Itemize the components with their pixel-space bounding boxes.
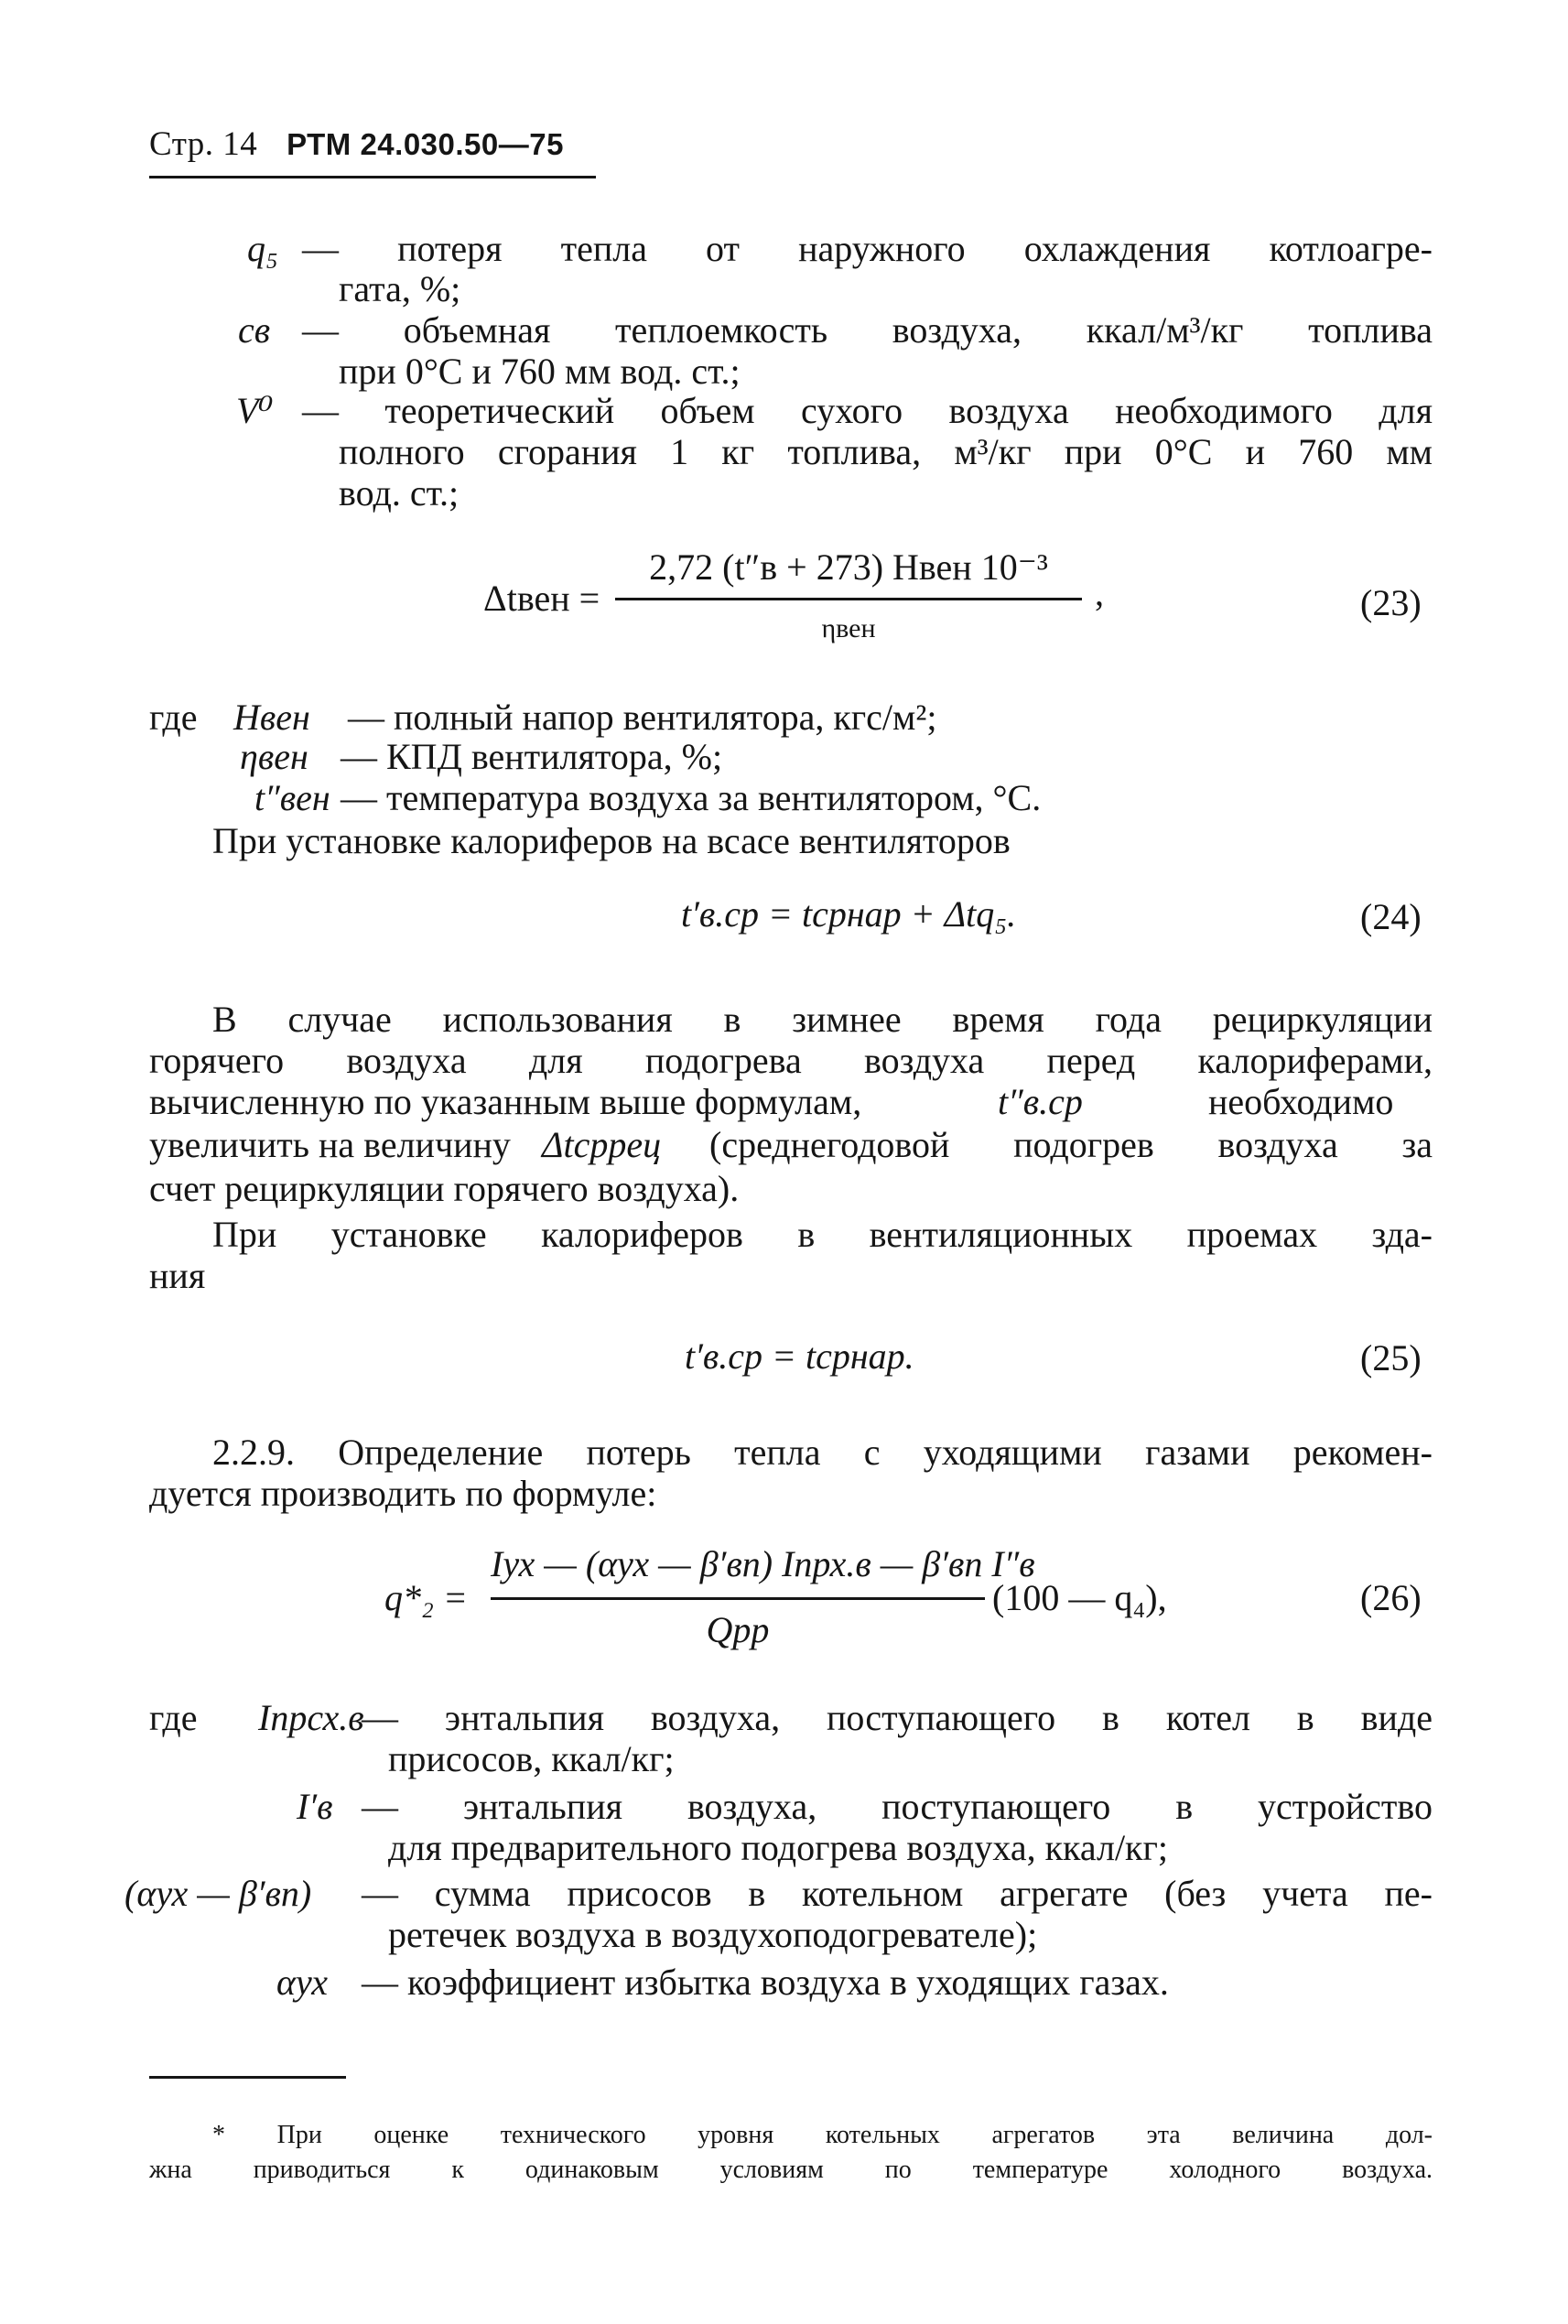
inline-symbol-tvsr: t″в.ср bbox=[998, 1081, 1083, 1122]
paragraph-2-2-9-line2: дуется производить по формуле: bbox=[149, 1473, 657, 1514]
def-text-tven: — температура воздуха за вентилятором, °С. bbox=[341, 777, 1042, 818]
def-text-v0-line3: вод. ст.; bbox=[339, 472, 460, 513]
eq23-number: (23) bbox=[1360, 582, 1422, 623]
paragraph-recirculation-line2: горячего воздуха для подогрева воздуха перед калориферами, bbox=[149, 1040, 1433, 1081]
eq26-numerator: Iух — (αух — β′вп) Iпрх.в — β′вп I″в bbox=[491, 1543, 1035, 1584]
doc-code: РТМ 24.030.50—75 bbox=[287, 127, 564, 161]
def-text-q5-line1: — потеря тепла от наружного охлаждения котлоагре- bbox=[302, 228, 1433, 269]
eq23-denominator: ηвен bbox=[821, 613, 876, 643]
def-text-cv-line1: — объемная теплоемкость воздуха, ккал/м³/кг топлива bbox=[302, 309, 1433, 351]
paragraph-recirculation-line4a: увеличить на величину bbox=[149, 1124, 511, 1165]
paragraph-2-2-9-line1: 2.2.9. Определение потерь тепла с уходящими газами рекомен- bbox=[212, 1432, 1433, 1473]
paragraph-recirculation-line3a: вычисленную по указанным выше формулам, bbox=[149, 1081, 862, 1122]
eq23-lhs: Δtвен = bbox=[483, 578, 600, 619]
footnote-line2: жна приводиться к одинаковым условиям по температуре холодного воздуха. bbox=[149, 2156, 1433, 2184]
def-symbol-q5: q₅ bbox=[247, 228, 278, 269]
def-symbol-tven: t″вен bbox=[254, 777, 330, 818]
inline-symbol-dtrec: Δtсррец bbox=[542, 1124, 662, 1165]
header-rule bbox=[149, 176, 596, 178]
def-text-iv-line2: для предварительного подогрева воздуха, ккал/кг; bbox=[388, 1827, 1169, 1868]
paragraph-recirculation-line3c: необходимо bbox=[1208, 1081, 1394, 1122]
eq24-number: (24) bbox=[1360, 896, 1422, 937]
def-symbol-iv: I′в bbox=[297, 1786, 333, 1827]
def-text-leakage-line1: — сумма присосов в котельном агрегате (без учета пе- bbox=[362, 1873, 1433, 1914]
def-text-leakage-line2: ретечек воздуха в воздухоподогревателе); bbox=[388, 1914, 1038, 1955]
def-text-v0-line2: полного сгорания 1 кг топлива, м³/кг при 0°С и 760 мм bbox=[339, 431, 1433, 472]
def-text-hven: — полный напор вентилятора, кгс/м²; bbox=[348, 697, 937, 738]
paragraph-recirculation-line1: В случае использования в зимнее время года рециркуляции bbox=[212, 999, 1433, 1040]
def-symbol-hven: Hвен bbox=[233, 697, 310, 738]
def-symbol-etaven: ηвен bbox=[240, 736, 308, 777]
eq26-fraction-line bbox=[491, 1597, 985, 1600]
def-text-cv-line2: при 0°С и 760 мм вод. ст.; bbox=[339, 351, 741, 392]
eq23-fraction-line bbox=[615, 598, 1082, 600]
footnote-rule bbox=[149, 2076, 346, 2079]
def-symbol-v0: V⁰ bbox=[236, 390, 274, 431]
paragraph-recirculation-line4c: (среднегодовой подогрев воздуха за bbox=[709, 1124, 1433, 1165]
paragraph-recirculation-line5: счет рециркуляции горячего воздуха). bbox=[149, 1168, 740, 1209]
eq26-lhs: q*₂ = bbox=[384, 1577, 468, 1618]
def-text-iprs-line1: — энтальпия воздуха, поступающего в котел в виде bbox=[362, 1697, 1433, 1738]
def-symbol-leakage-sum: (αух — β′вп) bbox=[124, 1873, 312, 1914]
paragraph-openings-line2: ния bbox=[149, 1255, 206, 1296]
eq26-number: (26) bbox=[1360, 1577, 1422, 1618]
paragraph-openings-line1: При установке калориферов в вентиляционных проемах зда- bbox=[212, 1214, 1433, 1255]
where-label-1: где bbox=[149, 697, 198, 738]
eq26-tail: (100 — q₄), bbox=[992, 1577, 1167, 1618]
def-text-q5-line2: гата, %; bbox=[339, 268, 461, 309]
eq24-formula: t′в.ср = tсрнар + Δtq₅. bbox=[681, 893, 1017, 935]
def-text-iv-line1: — энтальпия воздуха, поступающего в устройство bbox=[362, 1786, 1433, 1827]
paragraph-intake: При установке калориферов на всасе вентиляторов bbox=[212, 820, 1011, 861]
eq25-formula: t′в.ср = tсрнар. bbox=[685, 1335, 914, 1377]
page-header bbox=[149, 124, 564, 164]
eq26-denominator: Qрр bbox=[706, 1609, 770, 1650]
eq23-comma: , bbox=[1095, 572, 1104, 613]
page-label: Стр. 14 bbox=[149, 125, 258, 163]
def-text-alpha-ux: — коэффициент избытка воздуха в уходящих газах. bbox=[362, 1962, 1169, 2003]
def-text-iprs-line2: присосов, ккал/кг; bbox=[388, 1738, 675, 1779]
where-label-2: где bbox=[149, 1697, 198, 1738]
def-symbol-iprs: Iпрсх.в bbox=[258, 1697, 364, 1738]
def-text-etaven: — КПД вентилятора, %; bbox=[341, 736, 723, 777]
footnote-line1: * При оценке технического уровня котельных агрегатов эта величина дол- bbox=[212, 2121, 1433, 2149]
eq23-numerator: 2,72 (t″в + 273) Hвен 10⁻³ bbox=[649, 546, 1048, 588]
def-symbol-cv: cв bbox=[238, 309, 271, 351]
def-symbol-alpha-ux: αух bbox=[276, 1962, 328, 2003]
eq25-number: (25) bbox=[1360, 1337, 1422, 1378]
def-text-v0-line1: — теоретический объем сухого воздуха необходимого для bbox=[302, 390, 1433, 431]
